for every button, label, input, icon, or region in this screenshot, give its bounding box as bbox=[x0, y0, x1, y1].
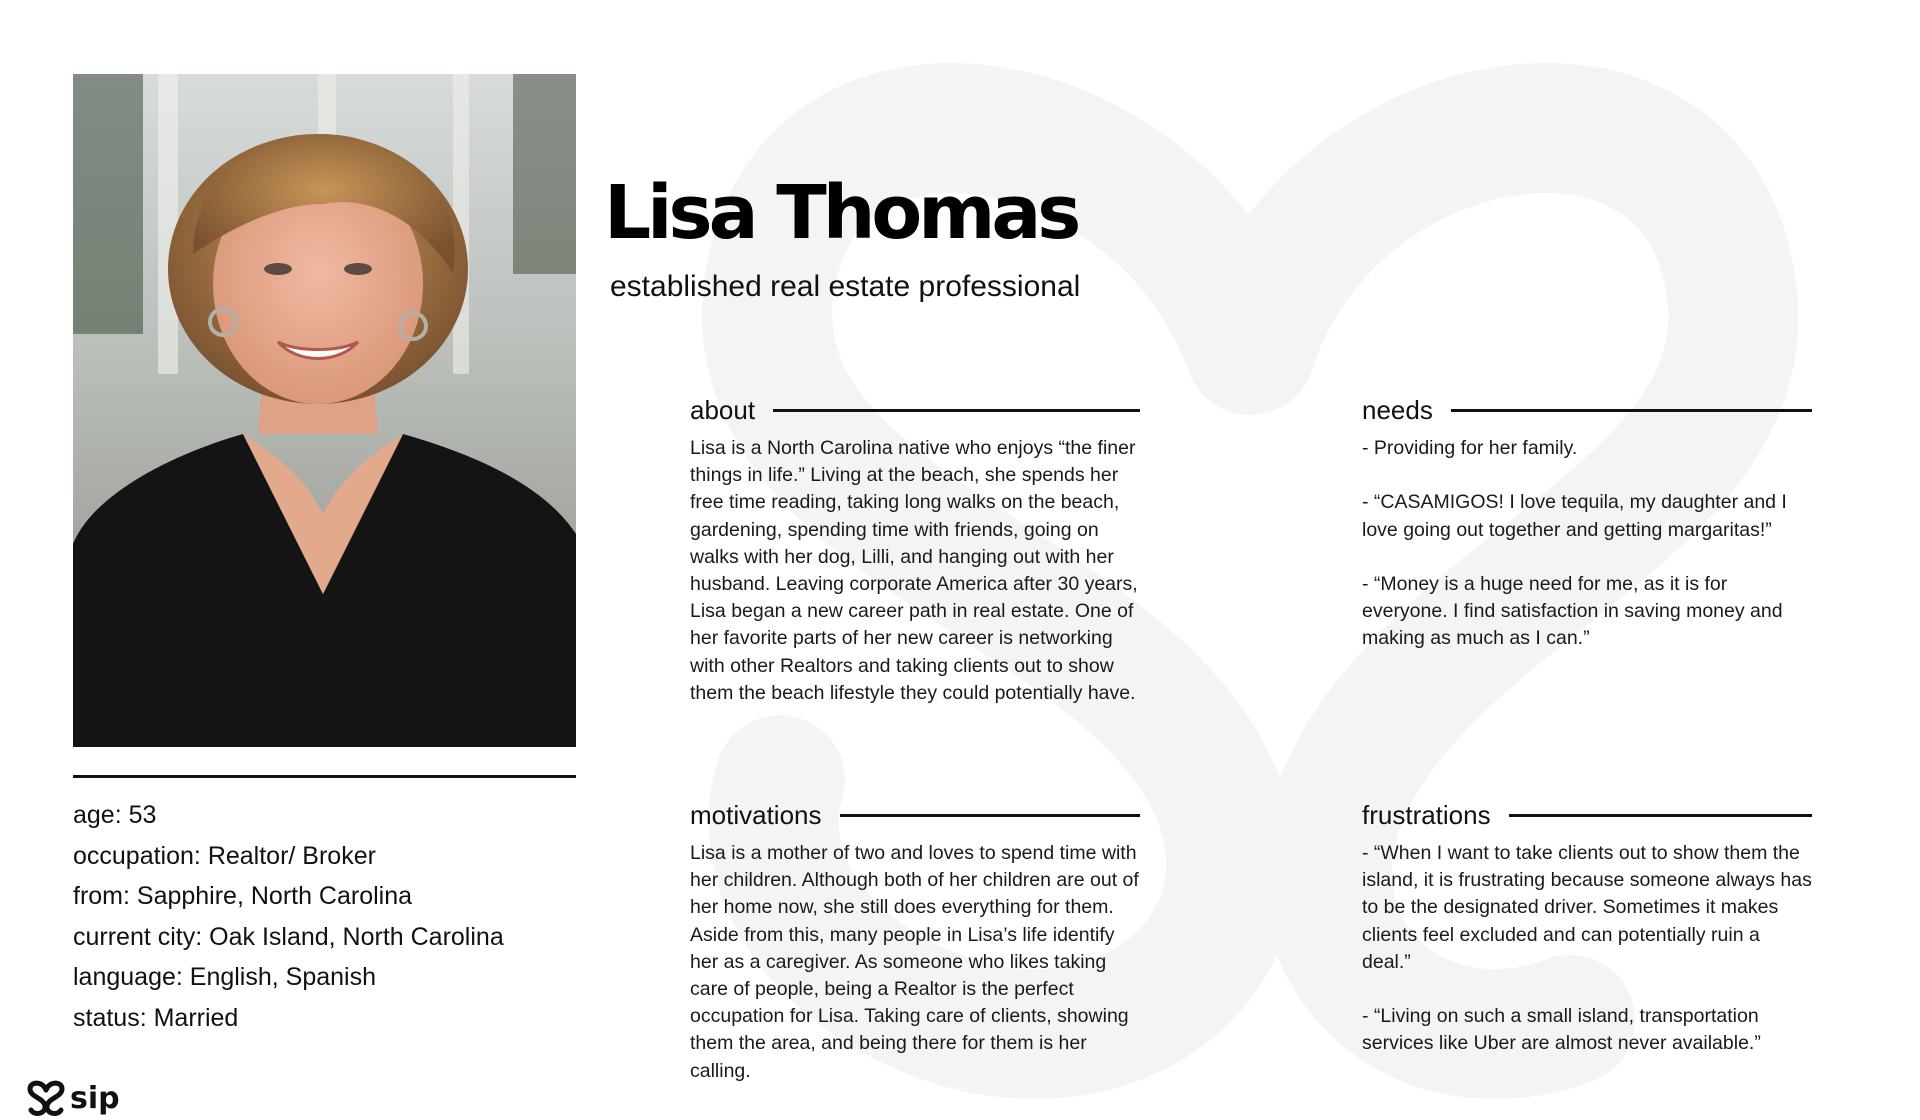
section-divider bbox=[1509, 814, 1812, 817]
brand-logo bbox=[26, 1078, 120, 1118]
section-title: needs bbox=[1362, 394, 1433, 425]
brand-name: sip bbox=[70, 1080, 120, 1116]
section-about bbox=[690, 393, 1140, 707]
section-paragraph: - “When I want to take clients out to show them the island, it is frustrating because someone always has to be the designated driver. Sometimes it makes clients feel excluded and can potentially ruin a deal.” bbox=[1362, 842, 1812, 973]
section-body bbox=[690, 840, 1140, 1085]
section-header bbox=[690, 798, 1140, 832]
details-divider bbox=[73, 775, 576, 778]
detail-occupation: occupation: Realtor/ Broker bbox=[73, 841, 376, 870]
detail-age: age: 53 bbox=[73, 801, 157, 829]
detail-from: from: Sapphire, North Carolina bbox=[73, 882, 413, 911]
section-paragraph: - Providing for her family. bbox=[1362, 437, 1578, 459]
section-body bbox=[1362, 435, 1812, 653]
section-header bbox=[1362, 393, 1812, 427]
section-title: frustrations bbox=[1362, 799, 1491, 830]
section-body bbox=[690, 435, 1140, 707]
section-title: motivations bbox=[690, 799, 822, 830]
section-paragraph: Lisa is a North Carolina native who enjoys “the finer things in life.” Living at the beach, she spends her free time reading, taking long walks on the beach, gardening, spending time with friends, going on walks with her dog, Lilli, and hanging out with her husband. Leaving corporate America after 30 years, Lisa began a new career path in real estate. One of her favorite parts of her new career is networking with other Realtors and taking clients out to show them the beach lifestyle they could potentially have. bbox=[690, 437, 1138, 704]
section-motivations bbox=[690, 798, 1140, 1085]
section-title: about bbox=[690, 394, 756, 425]
detail-status: status: Married bbox=[73, 1003, 239, 1032]
section-header bbox=[690, 393, 1140, 427]
detail-current-city: current city: Oak Island, North Carolina bbox=[73, 922, 504, 951]
section-divider bbox=[773, 409, 1140, 412]
section-paragraph: Lisa is a mother of two and loves to spend time with her children. Although both of her children are out of her home now, she still does everything for them. Aside from this, many people in Lisa’s life identify her as a caregiver. As someone who likes taking care of people, being a Realtor is the perfect occupation for Lisa. Taking care of clients, showing them the area, and being there for them is her calling. bbox=[690, 842, 1139, 1082]
section-header bbox=[1362, 798, 1812, 832]
persona-photo bbox=[73, 74, 576, 747]
section-paragraph: - “Money is a huge need for me, as it is for everyone. I find satisfaction in saving money and making as much as I can.” bbox=[1362, 572, 1783, 650]
sip-logo-icon bbox=[26, 1078, 66, 1118]
persona-tagline: established real estate professional bbox=[610, 270, 1081, 303]
section-divider bbox=[840, 814, 1141, 817]
detail-language: language: English, Spanish bbox=[73, 963, 377, 992]
section-paragraph: - “CASAMIGOS! I love tequila, my daughter and I love going out together and getting margaritas!” bbox=[1362, 491, 1787, 541]
section-body bbox=[1362, 840, 1812, 1058]
persona-details bbox=[73, 795, 504, 1039]
section-divider bbox=[1451, 409, 1812, 412]
section-needs bbox=[1362, 393, 1812, 653]
persona-name: Lisa Thomas bbox=[604, 170, 1078, 256]
section-frustrations bbox=[1362, 798, 1812, 1058]
section-paragraph: - “Living on such a small island, transportation services like Uber are almost never available.” bbox=[1362, 1005, 1761, 1055]
